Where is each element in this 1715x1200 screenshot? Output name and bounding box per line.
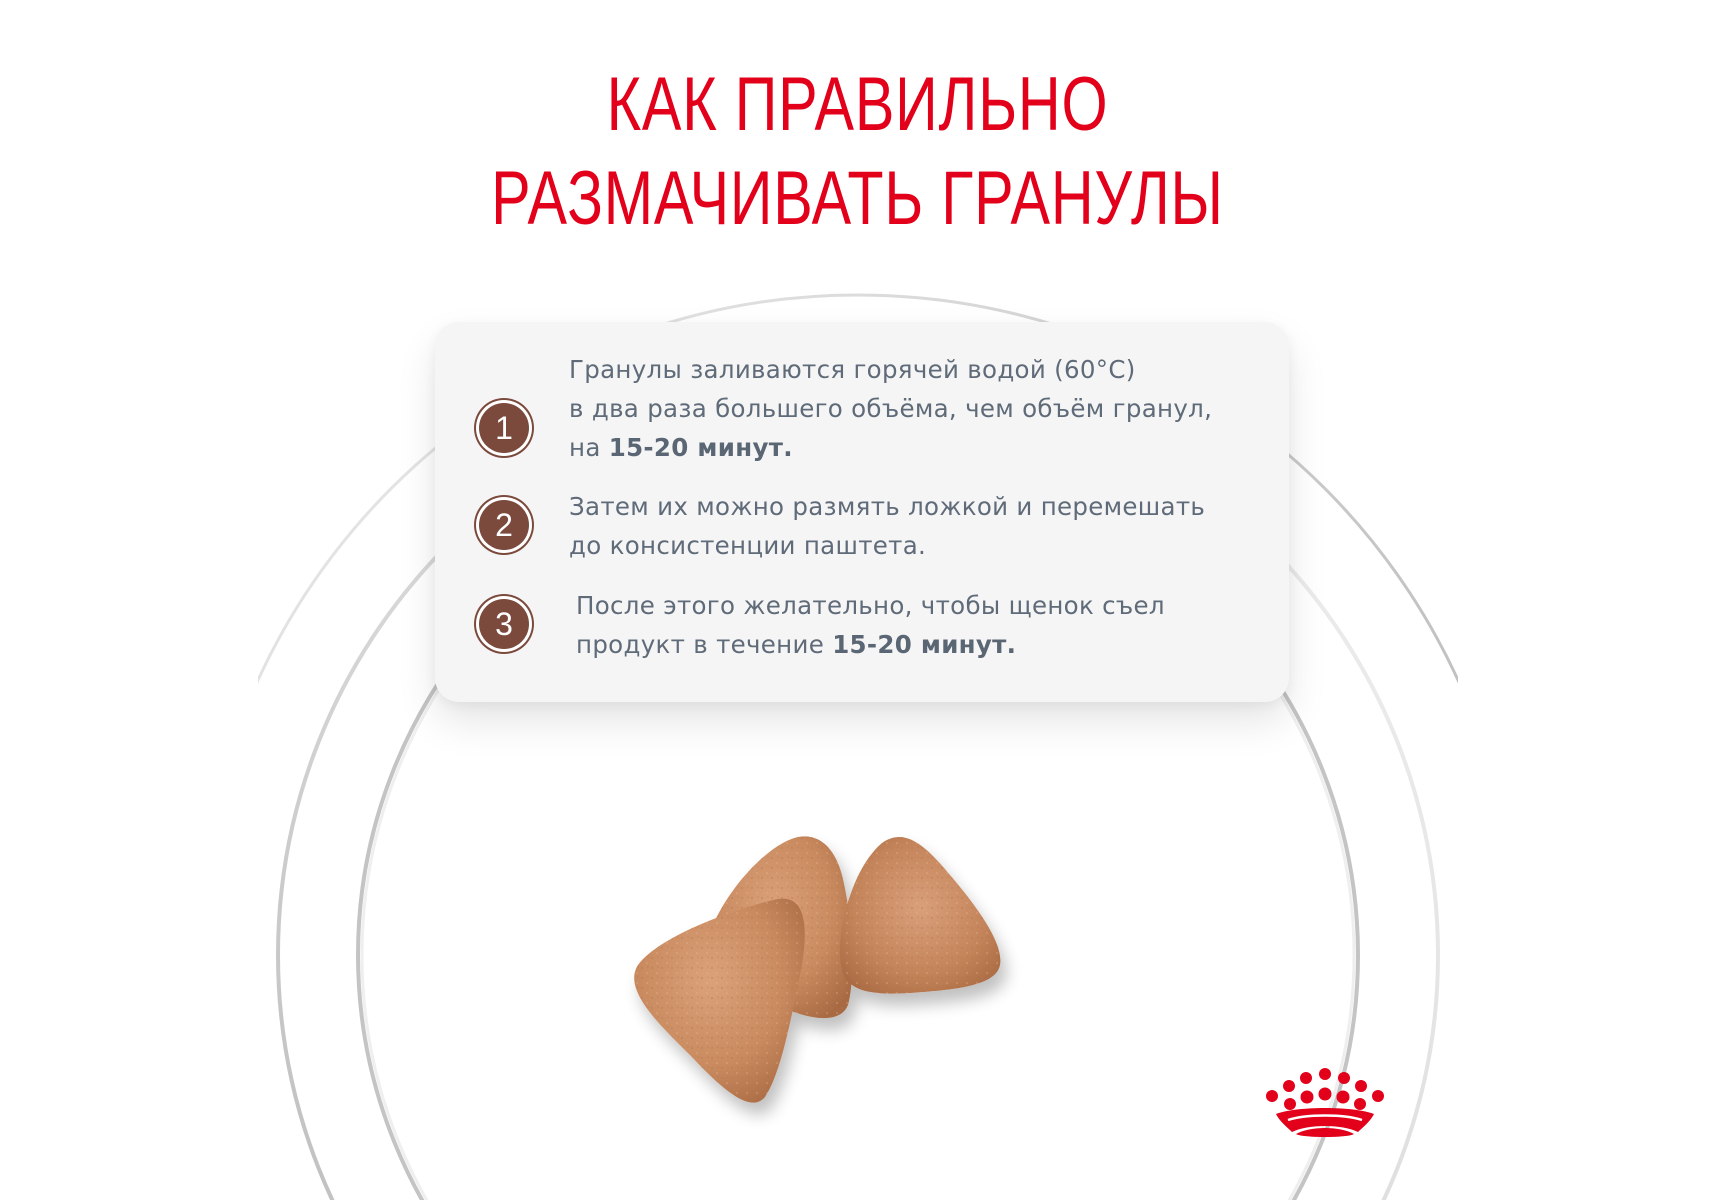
step-3-line-1: После этого желательно, чтобы щенок съел [576,591,1165,620]
kibble-granules-image [620,815,1100,1145]
step-1-text [569,350,1259,467]
step-2-text [569,487,1259,565]
step-3-time-highlight: 15-20 минут. [832,630,1017,659]
title-line-2: РАЗМАЧИВАТЬ ГРАНУЛЫ [491,156,1224,241]
page-title [189,58,1527,246]
step-number-badge: 2 [479,500,529,550]
step-2-line-2: до консистенции паштета. [569,531,927,560]
step-3-line-2 [576,625,1266,664]
step-3-line-2-prefix: продукт в течение [576,630,833,659]
step-1-line-1: Гранулы заливаются горячей водой (60°C) [569,355,1136,384]
step-1-line-3-prefix: на [569,433,609,462]
instructions-card [435,322,1289,702]
step-number-badge: 3 [479,599,529,649]
step-1-line-3 [569,428,1259,467]
royal-canin-crown-logo [1262,1068,1388,1140]
step-1-line-2: в два раза большего объёма, чем объём гранул, [569,394,1213,423]
title-line-1: КАК ПРАВИЛЬНО [606,62,1109,147]
step-3-text [576,586,1266,664]
step-2-line-1: Затем их можно размять ложкой и перемешать [569,492,1206,521]
step-1-time-highlight: 15-20 минут. [608,433,793,462]
step-number-badge: 1 [479,403,529,453]
